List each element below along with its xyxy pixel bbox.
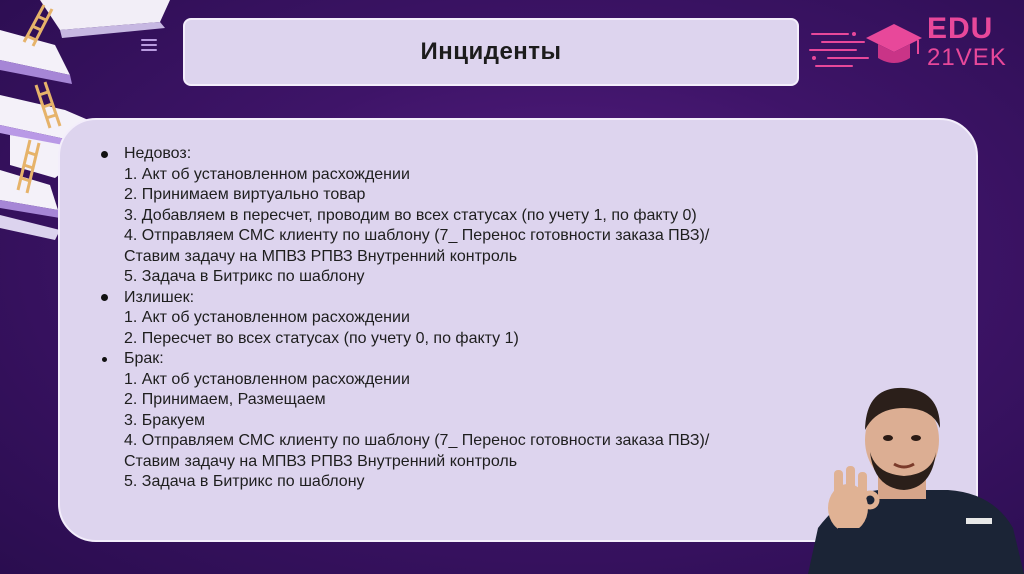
step-line: 1. Акт об установленном расхождении <box>124 165 410 183</box>
hamburger-menu-icon[interactable] <box>141 39 157 51</box>
slide-title: Инциденты <box>420 38 562 65</box>
step-line: 2. Принимаем виртуально товар <box>124 186 366 203</box>
logo-line-1: EDU <box>927 12 994 45</box>
bullet-icon <box>96 349 112 369</box>
bullet-icon <box>96 288 112 308</box>
bullet-icon <box>96 144 112 164</box>
step-line: 1. Акт об установленном расхождении <box>124 370 410 388</box>
step-line: 5. Задача в Битрикс по шаблону <box>124 473 365 490</box>
step-line: 1. Акт об установленном расхождении <box>124 309 410 326</box>
title-panel <box>183 18 799 86</box>
logo-line-2: 21VEK <box>927 44 1007 71</box>
step-line: 3. Бракуем <box>124 411 205 429</box>
step-line: 2. Пересчет во всех статусах (по учету 0, по факту 1) <box>124 329 519 347</box>
step-line: Ставим задачу на МПВЗ РПВЗ Внутренний контроль <box>124 247 518 265</box>
step-line: 3. Добавляем в пересчет, проводим во всех статусах (по учету 1, по факту 0) <box>124 206 697 224</box>
logo-wordmark <box>927 14 1007 70</box>
list-item-defect <box>124 349 864 493</box>
step-line: 4. Отправляем СМС клиенту по шаблону (7_ Перенос готовности заказа ПВЗ)/ <box>124 227 710 244</box>
presenter-photo <box>808 378 1024 574</box>
incident-list <box>124 144 864 493</box>
section-heading: Брак: <box>124 350 164 367</box>
step-line: 2. Принимаем, Размещаем <box>124 391 326 408</box>
list-item-surplus <box>124 288 864 350</box>
section-heading: Излишек: <box>124 288 195 306</box>
step-line: Ставим задачу на МПВЗ РПВЗ Внутренний контроль <box>124 452 518 470</box>
step-line: 4. Отправляем СМС клиенту по шаблону (7_ Перенос готовности заказа ПВЗ)/ <box>124 432 710 449</box>
list-item-underdelivery <box>124 144 864 288</box>
section-heading: Недовоз: <box>124 145 192 162</box>
step-line: 5. Задача в Битрикс по шаблону <box>124 268 365 285</box>
